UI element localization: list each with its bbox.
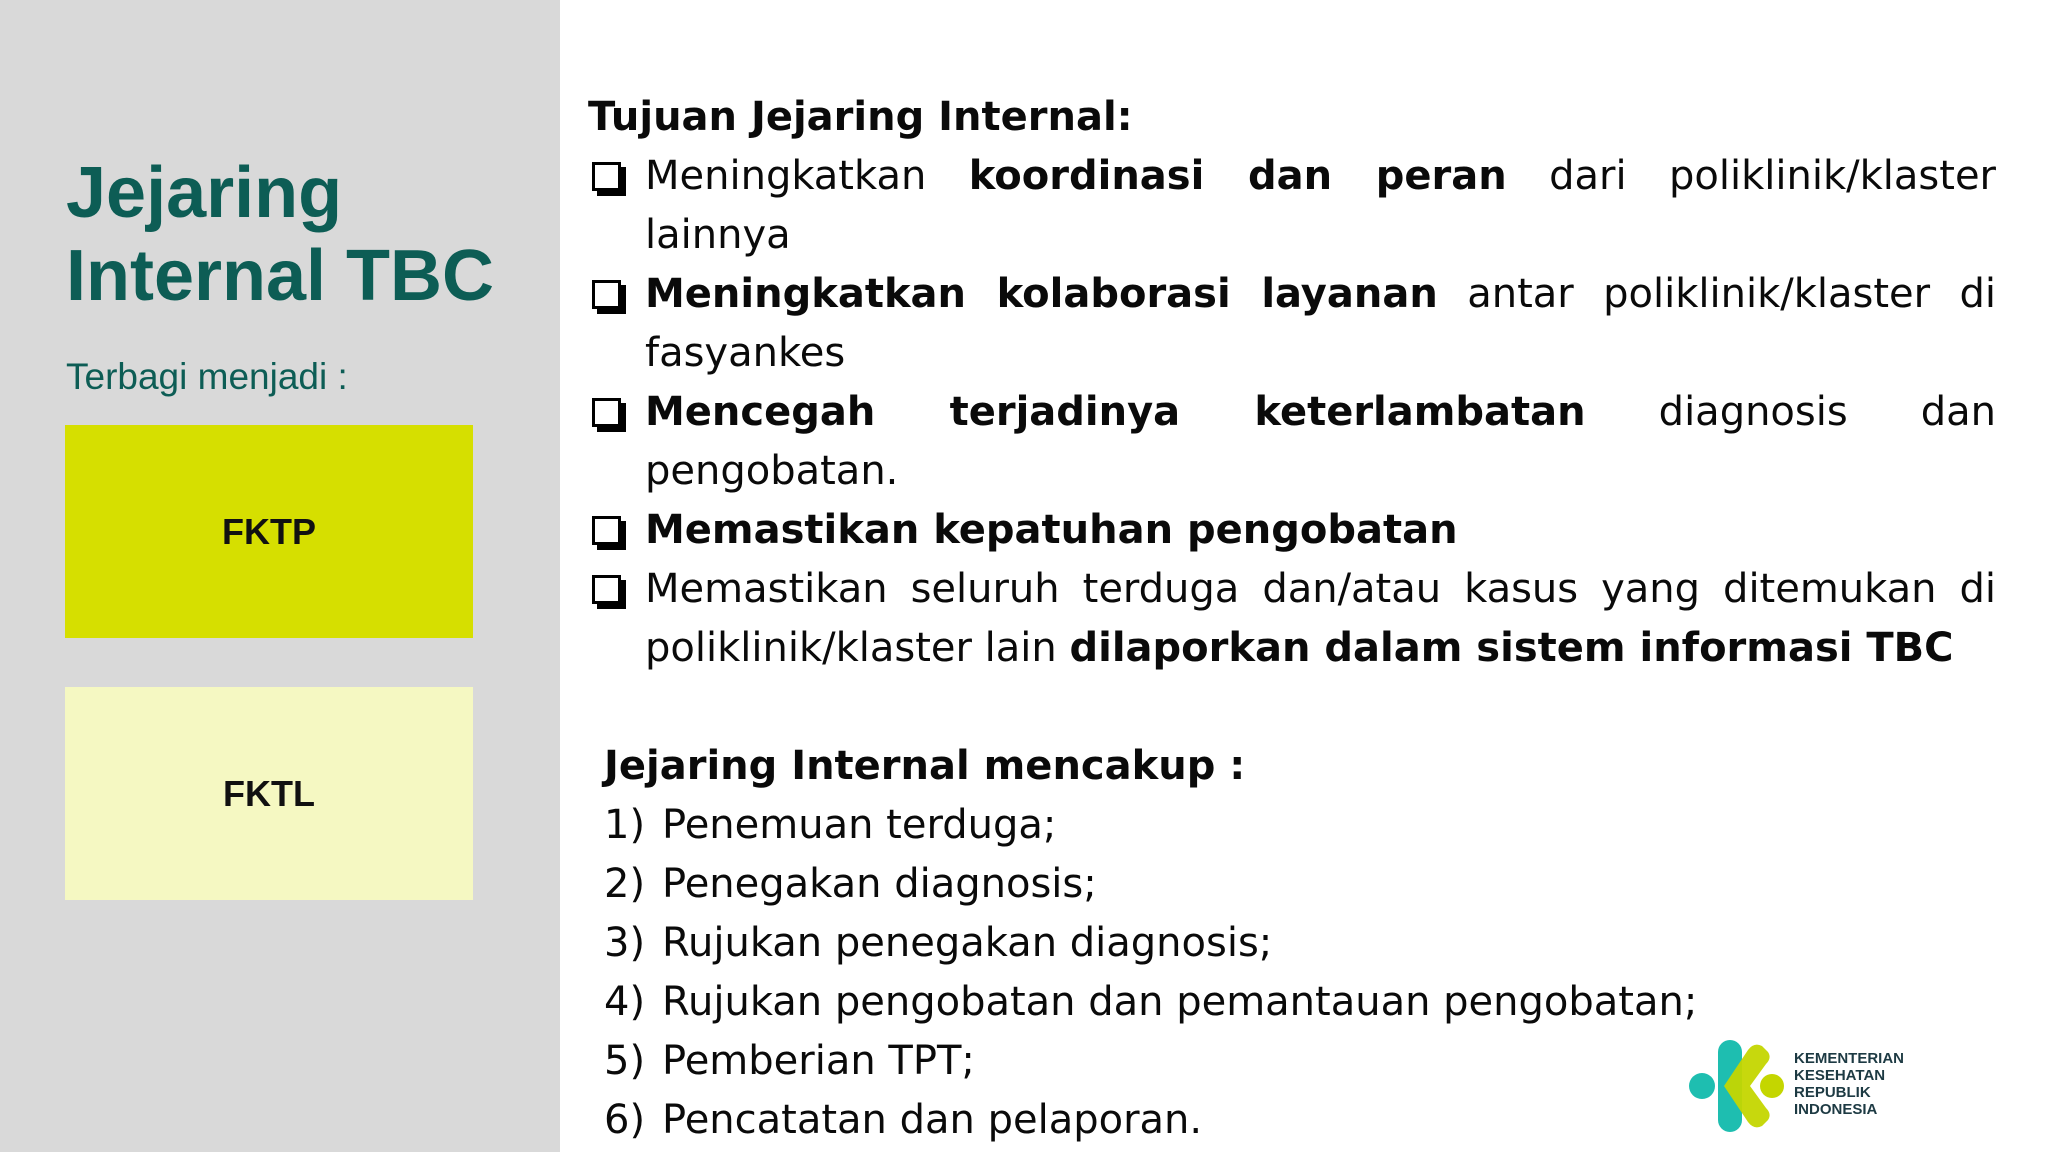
subtitle: Terbagi menjadi :	[66, 356, 348, 397]
scope-item: 3) Rujukan penegakan diagnosis;	[604, 920, 1273, 966]
checkbox-icon	[592, 398, 621, 427]
goal-item: Mencegah terjadinya keterlambatan diagnosis dan pengobatan.	[588, 383, 1996, 501]
scope-heading: Jejaring Internal mencakup :	[604, 743, 1246, 789]
kemenkes-logo	[1688, 1036, 1918, 1136]
goals-heading: Tujuan Jejaring Internal:	[588, 94, 1133, 140]
goal-item: Memastikan seluruh terduga dan/atau kasus yang ditemukan di poliklinik/klaster lain dilaporkan dalam sistem informasi TBC	[588, 560, 1996, 678]
fktp-label: FKTP	[222, 510, 316, 552]
slide-title	[66, 152, 494, 318]
checkbox-icon	[592, 280, 621, 309]
sidebar	[0, 0, 560, 1152]
scope-item: 6) Pencatatan dan pelaporan.	[604, 1097, 1203, 1143]
scope-item: 1) Penemuan terduga;	[604, 802, 1057, 848]
fktl-box	[65, 687, 473, 900]
goal-item: Meningkatkan kolaborasi layanan antar poliklinik/klaster di fasyankes	[588, 265, 1996, 383]
checkbox-icon	[592, 575, 621, 604]
goal-item: Meningkatkan koordinasi dan peran dari poliklinik/klaster lainnya	[588, 147, 1996, 265]
checkbox-icon	[592, 516, 621, 545]
ministry-name: KEMENTERIAN KESEHATAN REPUBLIK INDONESIA	[1794, 1050, 1905, 1118]
scope-item: 2) Penegakan diagnosis;	[604, 861, 1097, 907]
scope-item: 5) Pemberian TPT;	[604, 1038, 975, 1084]
title-line-1: Jejaring	[66, 153, 343, 233]
fktp-box	[65, 425, 473, 638]
kemenkes-emblem-icon	[1688, 1036, 1788, 1136]
goal-item: Memastikan kepatuhan pengobatan	[588, 501, 1996, 560]
content	[588, 88, 1996, 1150]
checkbox-icon	[592, 162, 621, 191]
fktl-label: FKTL	[223, 772, 315, 814]
title-line-2: Internal TBC	[66, 236, 495, 316]
scope-item: 4) Rujukan pengobatan dan pemantauan pengobatan;	[604, 979, 1698, 1025]
goals-list	[588, 147, 1996, 678]
